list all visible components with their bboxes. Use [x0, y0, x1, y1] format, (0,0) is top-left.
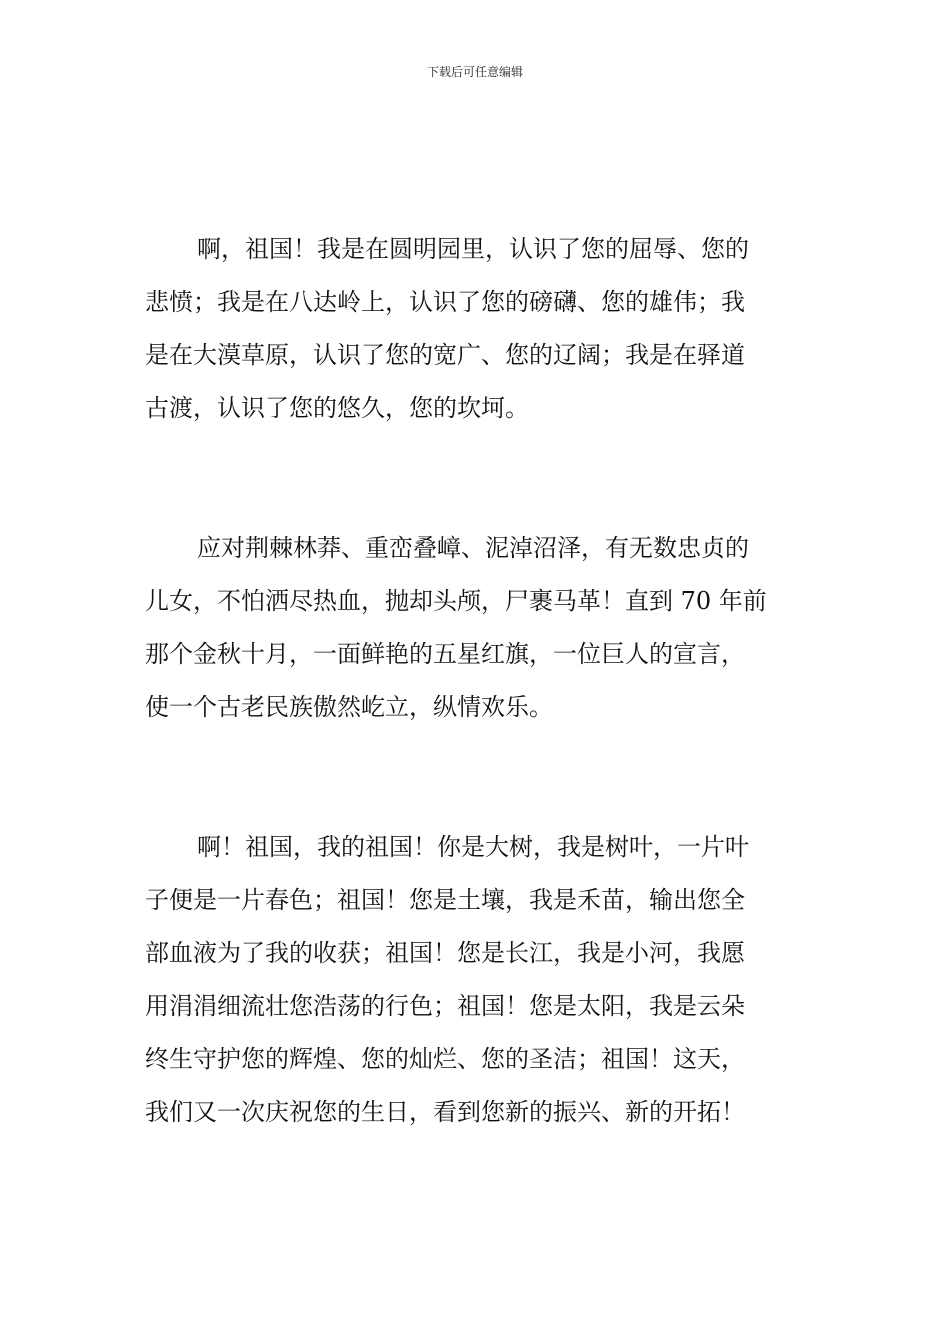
paragraph-2 [145, 522, 810, 734]
paragraph-line: 部血液为了我的收获；祖国！您是长江，我是小河，我愿 [145, 939, 745, 967]
paragraph-line: 用涓涓细流壮您浩荡的行色；祖国！您是太阳，我是云朵 [145, 992, 745, 1020]
paragraph-1 [145, 223, 810, 435]
paragraph-line: 啊，祖国！我是在圆明园里，认识了您的屈辱、您的 [197, 235, 749, 263]
paragraph-3 [145, 821, 810, 1139]
paragraph-line: 子便是一片春色；祖国！您是土壤，我是禾苗，输出您全 [145, 886, 745, 914]
paragraph-line: 应对荆棘林莽、重峦叠嶂、泥淖沼泽，有无数忠贞的 [197, 534, 749, 562]
paragraph-line: 儿女，不怕洒尽热血，抛却头颅，尸裹马革！直到 70 年前 [145, 587, 767, 615]
paragraph-line: 终生守护您的辉煌、您的灿烂、您的圣洁；祖国！这天， [145, 1045, 745, 1073]
paragraph-line: 使一个古老民族傲然屹立，纵情欢乐。 [145, 693, 553, 721]
paragraph-line: 悲愤；我是在八达岭上，认识了您的磅礴、您的雄伟；我 [145, 288, 745, 316]
paragraph-line: 是在大漠草原，认识了您的宽广、您的辽阔；我是在驿道 [145, 341, 745, 369]
paragraph-line: 我们又一次庆祝您的生日，看到您新的振兴、新的开拓！ [145, 1098, 745, 1126]
paragraph-line: 古渡，认识了您的悠久，您的坎坷。 [145, 394, 529, 422]
paragraph-line: 啊！祖国，我的祖国！你是大树，我是树叶，一片叶 [197, 833, 749, 861]
page-header: 下载后可任意编辑 [426, 65, 523, 79]
paragraph-line: 那个金秋十月，一面鲜艳的五星红旗，一位巨人的宣言， [145, 640, 745, 668]
